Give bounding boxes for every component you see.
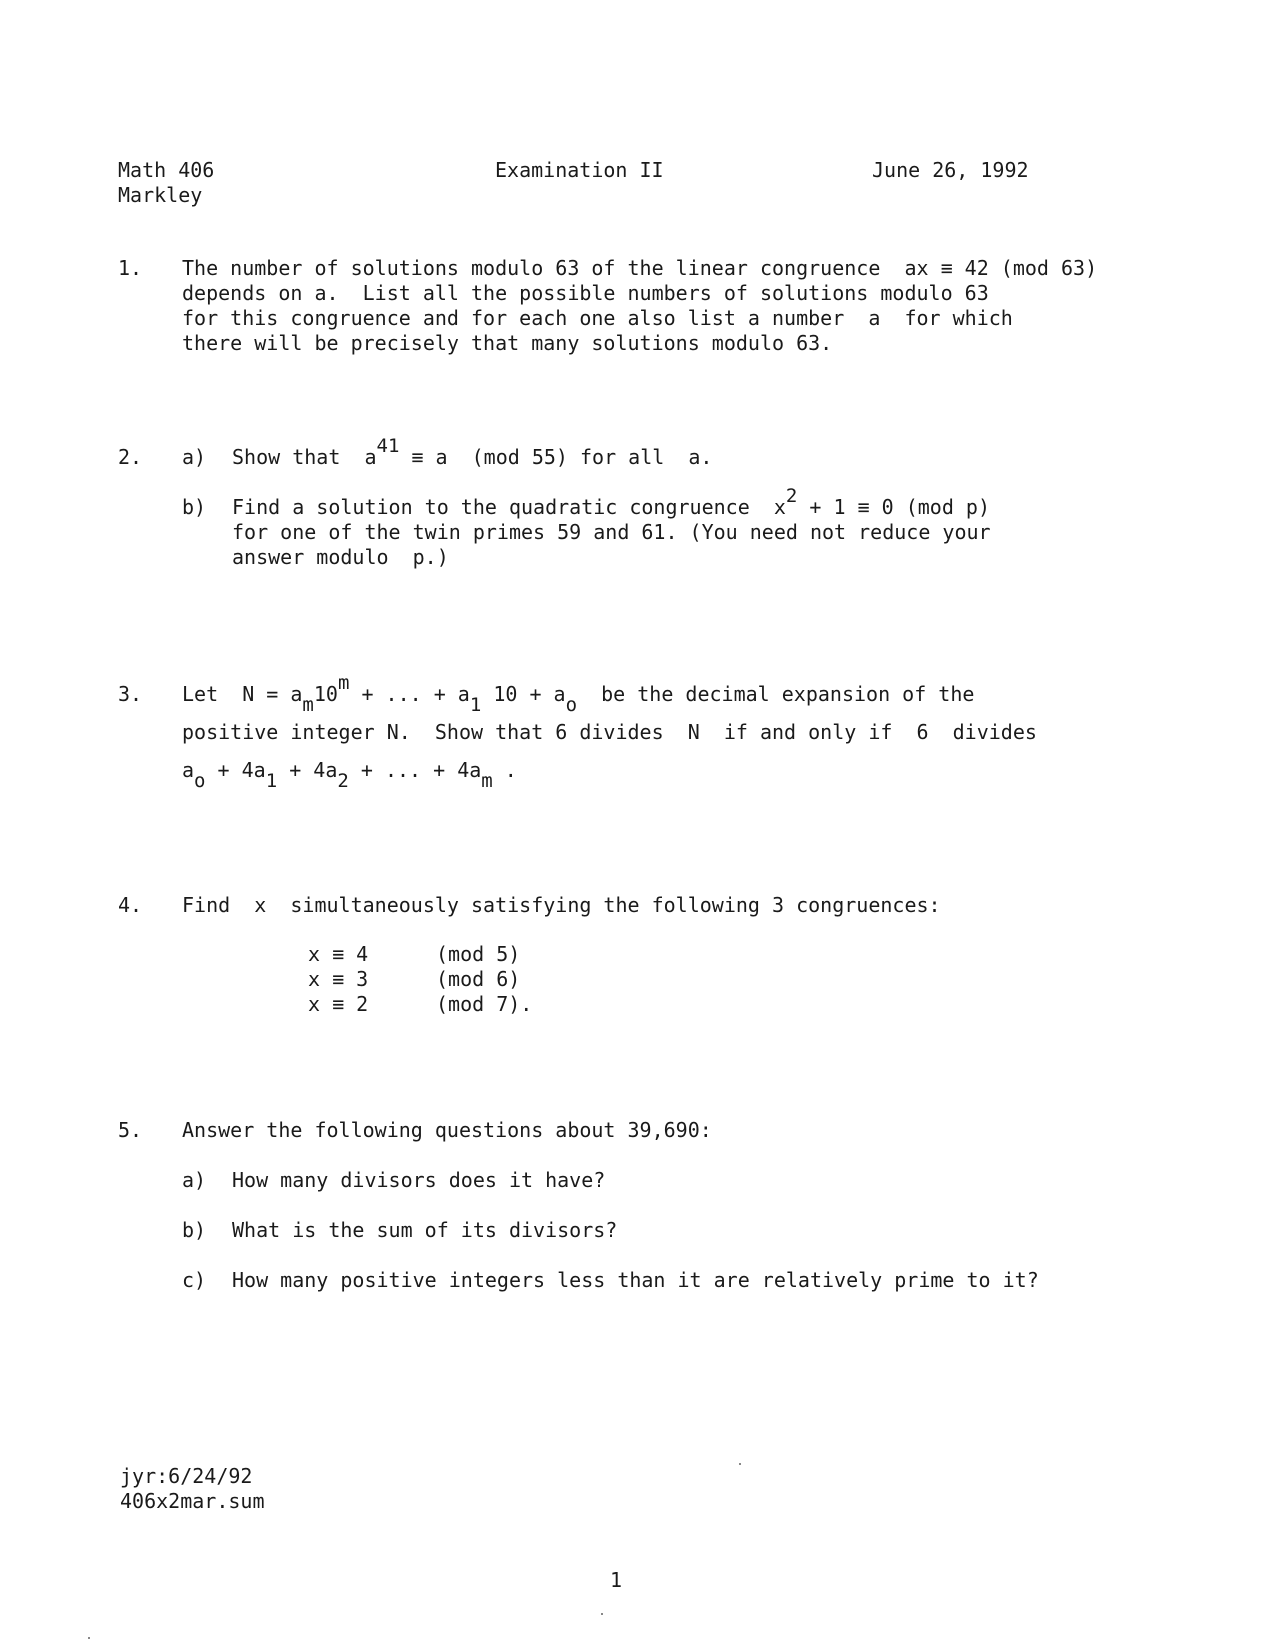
scan-speck <box>88 1637 90 1639</box>
question-2b-line-3: answer modulo p.) <box>232 545 449 569</box>
question-1-line-2: depends on a. List all the possible numbers of solutions modulo 63 <box>182 281 989 305</box>
question-4-number: 4. <box>118 893 143 917</box>
instructor-label: Markley <box>118 183 203 207</box>
course-label: Math 406 <box>118 158 215 182</box>
question-5-text: Answer the following questions about 39,690: <box>182 1118 712 1142</box>
exponent: 2 <box>785 485 798 507</box>
question-5c-label: c) <box>182 1268 207 1292</box>
question-5b-text: What is the sum of its divisors? <box>232 1218 618 1242</box>
question-2a-text: Show that a41 ≡ a (mod 55) for all a. <box>232 435 713 469</box>
question-4-text: Find x simultaneously satisfying the following 3 congruences: <box>182 893 941 917</box>
congruence-1-lhs: x ≡ 4 <box>308 942 369 966</box>
question-2b-line-2: for one of the twin primes 59 and 61. (You need not reduce your <box>232 520 991 544</box>
scan-speck <box>739 1463 741 1465</box>
question-5c-text: How many positive integers less than it are relatively prime to it? <box>232 1268 1039 1292</box>
congruence-1-mod: (mod 5) <box>436 942 521 966</box>
question-1-line-3: for this congruence and for each one also list a number a for which <box>182 306 1013 330</box>
question-5a-text: How many divisors does it have? <box>232 1168 606 1192</box>
congruence-2-mod: (mod 6) <box>436 967 521 991</box>
page-number: 1 <box>610 1568 623 1592</box>
exam-date: June 26, 1992 <box>872 158 1029 182</box>
footer-filename: 406x2mar.sum <box>120 1489 265 1513</box>
question-2a-label: a) <box>182 445 207 469</box>
congruence-3-lhs: x ≡ 2 <box>308 992 369 1016</box>
question-1-line-4: there will be precisely that many solutions modulo 63. <box>182 331 833 355</box>
question-5-number: 5. <box>118 1118 143 1142</box>
exam-title: Examination II <box>495 158 664 182</box>
question-2b-label: b) <box>182 495 207 519</box>
question-3-number: 3. <box>118 682 143 706</box>
scan-speck <box>601 1613 603 1615</box>
question-3-line-2: positive integer N. Show that 6 divides N if and only if 6 divides <box>182 720 1037 744</box>
footer-author-date: jyr:6/24/92 <box>120 1464 253 1488</box>
question-5a-label: a) <box>182 1168 207 1192</box>
congruence-3-mod: (mod 7). <box>436 992 533 1016</box>
exponent: 41 <box>376 435 400 457</box>
congruence-2-lhs: x ≡ 3 <box>308 967 369 991</box>
question-2-number: 2. <box>118 445 143 469</box>
question-1-line-1: The number of solutions modulo 63 of the linear congruence ax ≡ 42 (mod 63) <box>182 256 1098 280</box>
question-5b-label: b) <box>182 1218 207 1242</box>
question-3-line-1: Let N = am10m + ... + a1 10 + ao be the decimal expansion of the <box>182 672 975 716</box>
question-3-line-3: ao + 4a1 + 4a2 + ... + 4am . <box>182 758 517 792</box>
question-1-number: 1. <box>118 256 143 280</box>
question-2b-line-1: Find a solution to the quadratic congruence x2 + 1 ≡ 0 (mod p) <box>232 485 990 519</box>
